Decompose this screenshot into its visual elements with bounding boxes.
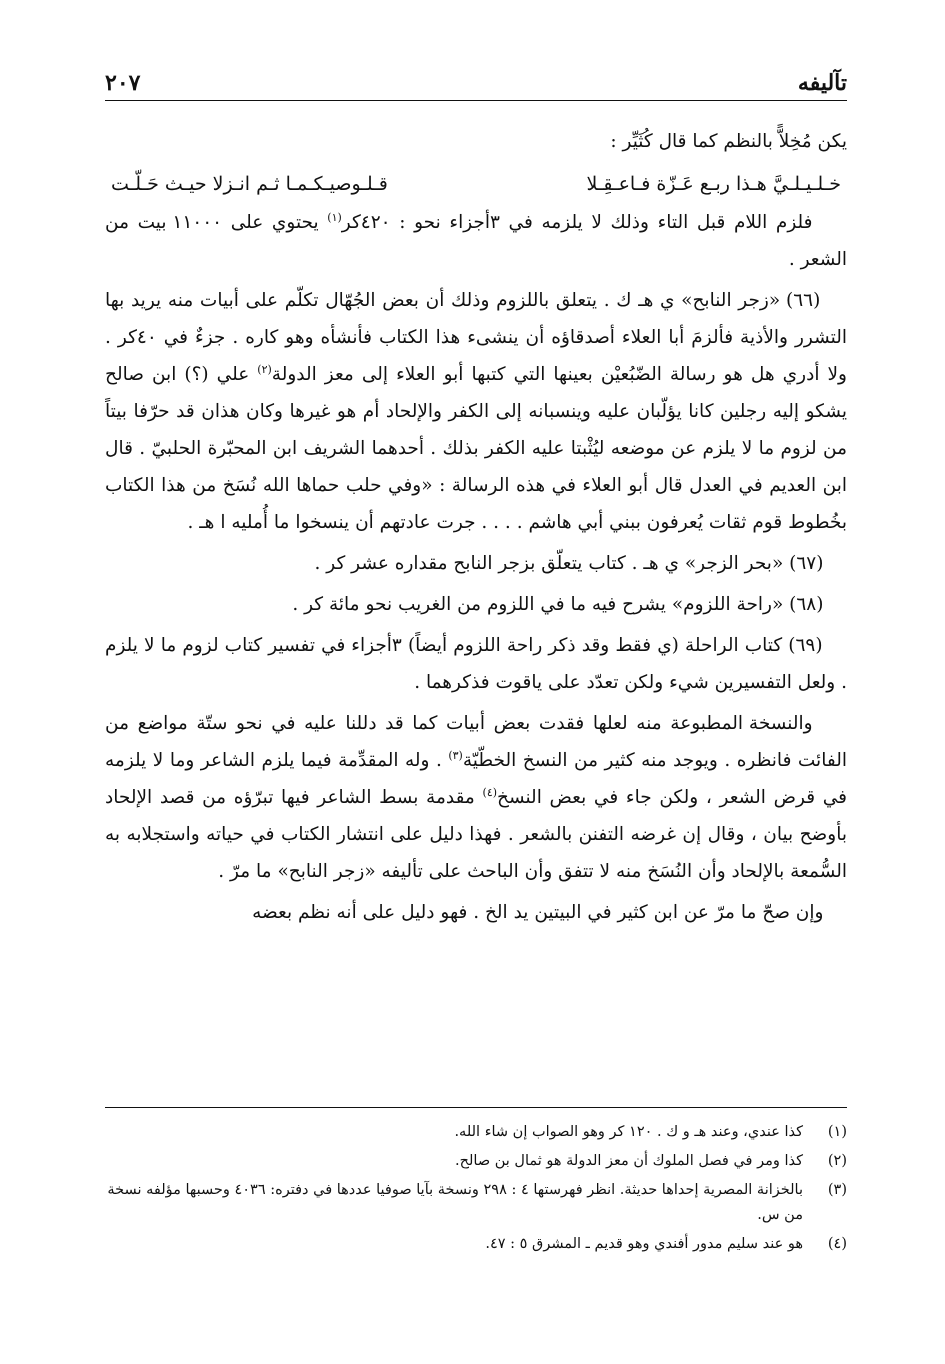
text-span: والنسخة المطبوعة منه لعلها فقدت بعض أبيات كما قد دللنا عليه في نحو ستّة مواضع من الفائت فانظره . ويوجد منه كثير من النسخ الخطّيّة	[105, 713, 847, 771]
verse-second-hemistich: قـلـوصيـكـمـا ثـم انـزلا حيـث حَـلّـت	[111, 173, 388, 195]
paragraph-printed-edition	[105, 705, 847, 890]
footnote-number: (٢)	[827, 1153, 847, 1169]
paragraph-item-69	[105, 627, 847, 701]
text-span: فلزم اللام قبل التاء وذلك لا يلزمه في ٣أجزاء نحو : ٤٢٠كر	[341, 212, 813, 233]
text-span: وإن صحّ ما مرّ عن ابن كثير في البيتين يد الخ . فهو دليل على أنه نظم بعضه	[252, 902, 824, 923]
book-page	[105, 58, 847, 935]
footnote-item	[105, 1232, 847, 1257]
text-span: (٦٧) «بحر الزجر» ي هـ . كتاب يتعلّق بزجر النابح مقداره عشر كر .	[314, 553, 824, 574]
footnote-number: (٣)	[827, 1182, 847, 1198]
footnote-item	[105, 1120, 847, 1145]
main-text	[105, 123, 847, 931]
paragraph-intro: يكن مُخِلاًّ بالنظم كما قال كُثَيِّر :	[610, 131, 847, 152]
text-span: (٦٨) «راحة اللزوم» يشرح فيه ما في اللزوم من الغريب نحو مائة كر .	[292, 594, 824, 615]
footnote-item	[105, 1178, 847, 1228]
paragraph-item-68	[105, 586, 847, 623]
footnote-number: (٤)	[827, 1236, 847, 1252]
footnote-text: هو عند سليم مدور أفندي وهو قديم ـ المشرق ٥ : ٤٧.	[485, 1236, 803, 1252]
footnote-text: بالخزانة المصرية إحداها حديثة. انظر فهرستها ٤ : ٢٩٨ ونسخة بآيا صوفيا عددها في دفتره: ٤٠٣٦ وحسبها مؤلفه نسخة من س.	[107, 1182, 803, 1223]
text-span: علي (؟) ابن صالح يشكو إليه رجلين كانا يؤلّبان عليه وينسبانه إلى الكفر والإلحاد أم هو غيرها وكان هذان قد حرّفا بيتاً من لزوم ما لا يلزم عن موضعه ليُثْبتا عليه الكفر بذلك . أحدهما الشريف ابن المحبّرة الحلبيّ . قال ابن العديم في العدل قال أبو العلاء في هذه الرسالة : «وفي حلب حماها الله نُسَخ من هذا الكتاب بخُطوط قوم ثقات يُعرفون ببني أبي هاشم . . . . جرت عادتهم أن ينسخوا ما أُمليه ا هـ .	[105, 364, 847, 533]
text-span: (٦٩) كتاب الراحلة (ي فقط وقد ذكر راحة اللزوم أيضاً) ٣أجزاء في تفسير كتاب لزوم ما لا يلزم . ولعل التفسيرين شيء ولكن تعدّد على ياقوت فذكرهما .	[105, 635, 847, 693]
page-number: ٢٠٧	[105, 70, 141, 96]
footnote-item	[105, 1149, 847, 1174]
paragraph-item-67	[105, 545, 847, 582]
paragraph-rhyme-note	[105, 204, 847, 278]
text-span: (٦٦) «زجر النابح» ي هـ ك . يتعلق باللزوم وذلك أن بعض الجُهّال تكلّم على أبيات منه يريد بها التشرر والأذية فألزمَ أبا العلاء أصدقاؤه أن ينشىء هذا الكتاب فأنشأه وهو كاره . جزءٌ في ٤٠كر . ولا أدري هل هو رسالة الضّبُعيْن بعينها التي كتبها أبو العلاء إلى معز الدولة	[105, 290, 847, 385]
footnote-text: كذا عندي، وعند هـ و ك . ١٢٠ كر وهو الصواب إن شاء الله.	[454, 1124, 803, 1140]
footnote-ref-4: (٤)	[482, 785, 498, 799]
text-span: يحتوي على ١١٠٠٠ بيت من الشعر .	[105, 212, 847, 270]
footnote-ref-3: (٣)	[448, 748, 463, 762]
text-span: . وله المقدِّمة فيما يلزم الشاعر وما لا يلزمه في قرض الشعر ، ولكن جاء في بعض النسخ	[105, 750, 847, 808]
footnote-ref-1: (١)	[327, 210, 342, 224]
footnote-ref-2: (٢)	[257, 362, 272, 376]
poem-verse	[105, 164, 847, 204]
text-span: مقدمة بسط الشاعر فيها تبرّؤه من قصد الإلحاد بأوضح بيان ، وقال إن غرضه التفنن بالشعر . فهذا دليل على انتشار الكتاب في حياته واستجلابه به السُّمعة بالإلحاد وأن النُسَخ منه لا تتفق وأن الباحث على تأليفه «زجر النابح» ما مرّ .	[105, 787, 847, 882]
paragraph-item-66	[105, 282, 847, 541]
chapter-title: تآليفه	[797, 70, 847, 96]
verse-first-hemistich: خـلـيـلـيَّ هـذا ربـع عَـزّة فـاعـقِـلا	[586, 173, 841, 195]
footnote-text: كذا ومر في فصل الملوك أن معز الدولة هو ثمال بن صالح.	[455, 1153, 803, 1169]
paragraph-final	[105, 894, 847, 931]
running-header	[105, 58, 847, 101]
footnote-number: (١)	[827, 1124, 847, 1140]
footnotes	[105, 1107, 847, 1261]
